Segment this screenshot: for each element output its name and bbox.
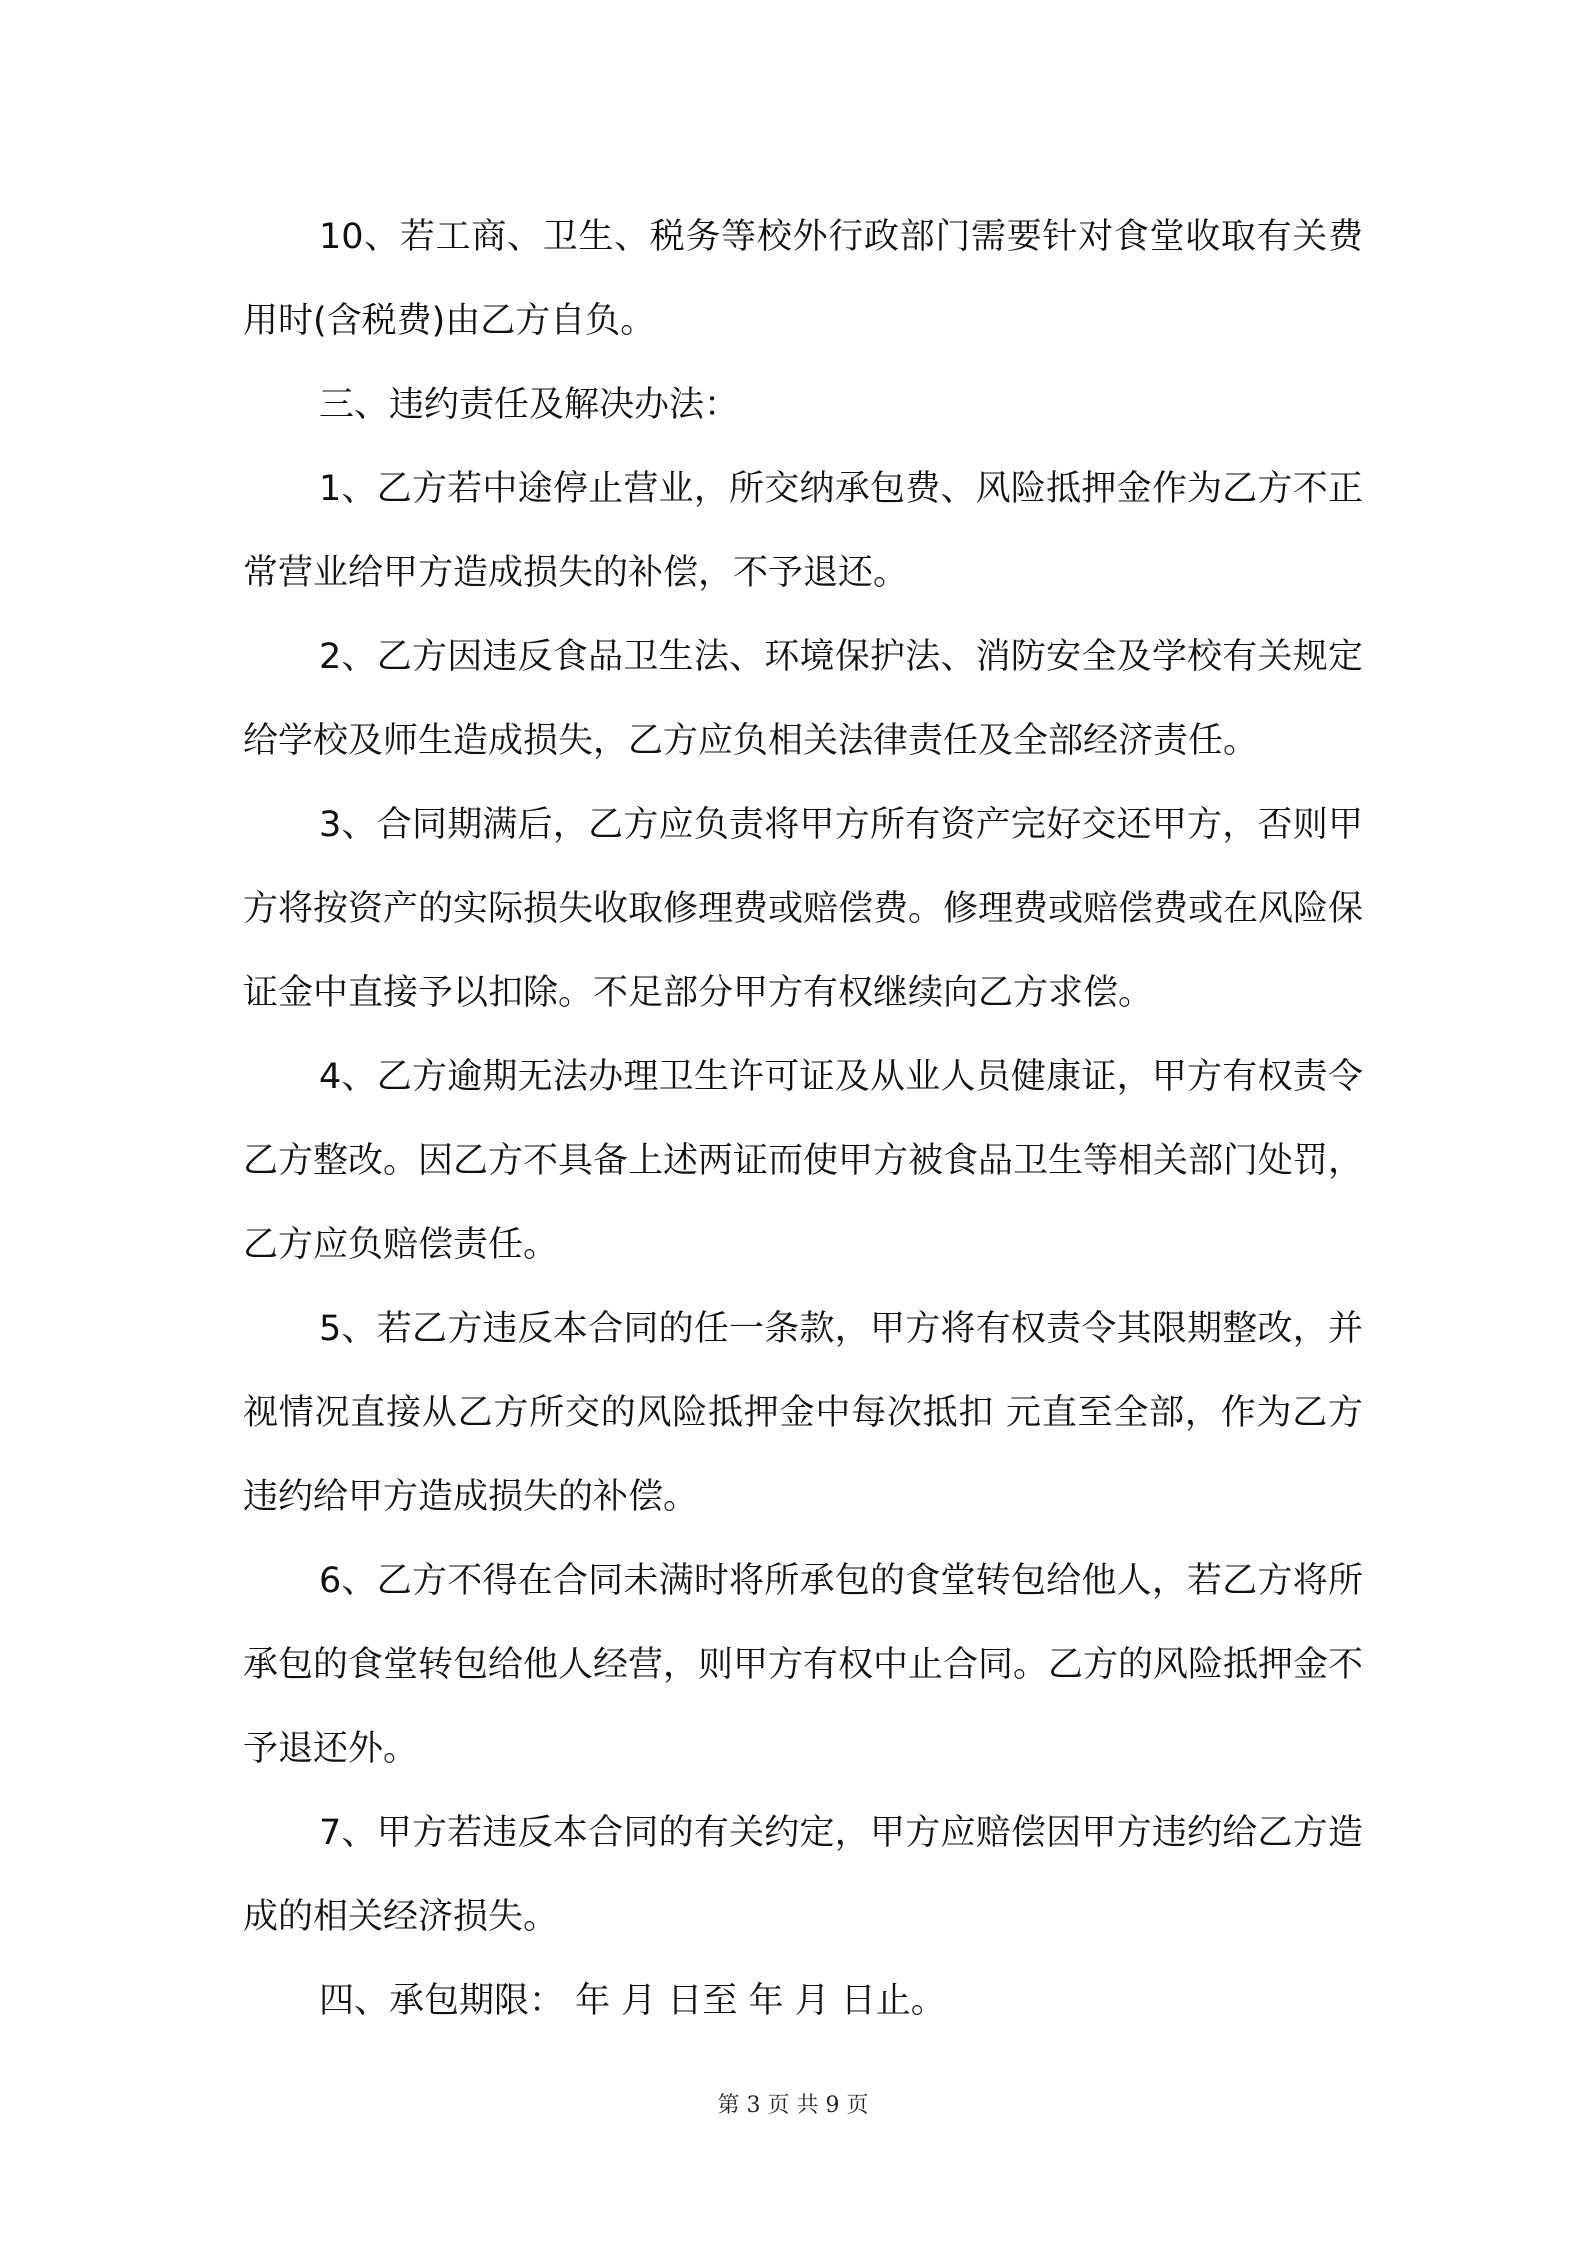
paragraph-3-contract-expiry: 3、合同期满后，乙方应负责将甲方所有资产完好交还甲方，否则甲方将按资产的实际损失收取修理费或赔偿费。修理费或赔偿费或在风险保证金中直接予以扣除。不足部分甲方有权继续向乙方求偿。 (243, 805, 1364, 1013)
section-heading-term: 四、承包期限： 年 月 日至 年 月 日止。 (319, 1981, 946, 2021)
document-body (243, 195, 1363, 2043)
paragraph-1-stop-business: 1、乙方若中途停止营业，所交纳承包费、风险抵押金作为乙方不正常营业给甲方造成损失的补偿，不予退还。 (243, 469, 1363, 593)
page-footer: 第 3 页 共 9 页 (717, 2093, 869, 2118)
paragraph-6-subcontract: 6、乙方不得在合同未满时将所承包的食堂转包给他人，若乙方将所承包的食堂转包给他人经营，则甲方有权中止合同。乙方的风险抵押金不予退还外。 (243, 1561, 1364, 1769)
paragraph-10-fees: 10、若工商、卫生、税务等校外行政部门需要针对食堂收取有关费用时(含税费)由乙方自负。 (243, 217, 1363, 341)
paragraph-2-violation: 2、乙方因违反食品卫生法、环境保护法、消防安全及学校有关规定给学校及师生造成损失，乙方应负相关法律责任及全部经济责任。 (243, 637, 1363, 761)
paragraph-7-party-a-breach: 7、甲方若违反本合同的有关约定，甲方应赔偿因甲方违约给乙方造成的相关经济损失。 (243, 1813, 1363, 1937)
section-heading-breach: 三、违约责任及解决办法： (319, 385, 740, 425)
paragraph-4-permits: 4、乙方逾期无法办理卫生许可证及从业人员健康证，甲方有权责令乙方整改。因乙方不具备上述两证而使甲方被食品卫生等相关部门处罚，乙方应负赔偿责任。 (243, 1057, 1364, 1265)
paragraph-5-rectification: 5、若乙方违反本合同的任一条款，甲方将有权责令其限期整改，并视情况直接从乙方所交的风险抵押金中每次抵扣 元直至全部，作为乙方违约给甲方造成损失的补偿。 (243, 1309, 1363, 1517)
